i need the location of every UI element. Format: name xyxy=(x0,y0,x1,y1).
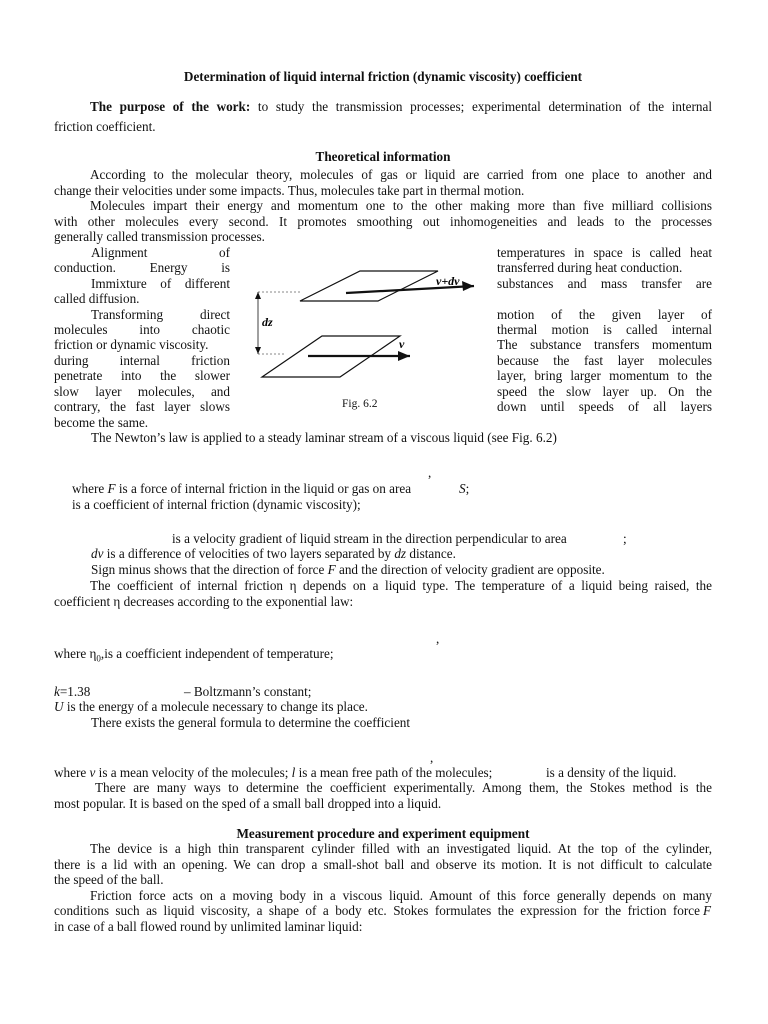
text-span: is a force of internal friction in the liquid or gas on area xyxy=(115,481,412,496)
left-col-line: slow layer molecules, and xyxy=(54,384,230,399)
purpose-label: The purpose of the work: xyxy=(90,99,251,114)
left-col-line: conduction. Energy is xyxy=(54,260,230,275)
device-line-1: The device is a high thin transparent cylinder filled with an investigated liquid. At the top of the cylinder, xyxy=(90,841,712,856)
label-dz: dz xyxy=(262,315,273,329)
ways-line-1: There are many ways to determine the coefficient experimentally. Among them, the Stokes method is the xyxy=(95,780,712,795)
text-span: is a mean velocity of the molecules; xyxy=(95,765,292,780)
device-line-3: the speed of the ball. xyxy=(54,872,164,887)
formula-2-comma: , xyxy=(436,631,440,646)
text-span: =1.38 xyxy=(59,684,91,699)
left-col-line: Immixture of different xyxy=(91,276,230,291)
var-s: S xyxy=(459,481,466,496)
eta-line: is a coefficient of internal friction (dynamic viscosity); xyxy=(72,497,361,512)
ways-line-2: most popular. It is based on the sped of a small ball dropped into a liquid. xyxy=(54,796,442,811)
text-span: is a difference of velocities of two layers separated by xyxy=(103,546,395,561)
label-v: v xyxy=(399,337,405,351)
where-eta0-line xyxy=(54,646,334,667)
var-u: U xyxy=(54,699,64,714)
theory-heading: Theoretical information xyxy=(315,149,451,164)
left-col-line: become the same. xyxy=(54,415,149,430)
gradient-end: ; xyxy=(623,531,627,546)
dz-arrow-bottom xyxy=(255,347,261,354)
right-col-line: thermal motion is called internal xyxy=(497,322,712,337)
text-span: and the direction of velocity gradient are opposite. xyxy=(335,562,605,577)
figure-caption: Fig. 6.2 xyxy=(342,398,378,410)
page-title: Determination of liquid internal friction (dynamic viscosity) coefficient xyxy=(183,69,583,84)
var-f: F xyxy=(327,562,336,577)
theory-p2-line-1: Molecules impart their energy and momentum one to the other making more than five milliard collisions xyxy=(90,198,712,213)
left-col-line: called diffusion. xyxy=(54,291,140,306)
coef-line-1: The coefficient of internal friction η depends on a liquid type. The temperature of a liquid being raised, the xyxy=(90,578,712,593)
right-col-line: motion of the given layer of xyxy=(497,307,712,322)
text-span: ; xyxy=(465,481,470,496)
text-span: is a mean free path of the molecules; xyxy=(295,765,493,780)
text-span: where xyxy=(54,765,90,780)
left-col-line: Transforming direct xyxy=(91,307,230,322)
text-span: where xyxy=(72,481,108,496)
text-span: where η xyxy=(54,646,97,661)
measurement-heading: Measurement procedure and experiment equipment xyxy=(236,826,530,841)
newton-law-line: The Newton’s law is applied to a steady laminar stream of a viscous liquid (see Fig. 6.2) xyxy=(91,430,557,445)
left-col-line: Alignment of xyxy=(91,245,230,260)
right-col-line: temperatures in space is called heat xyxy=(497,245,712,260)
var-k: k xyxy=(54,684,60,699)
dv-line xyxy=(91,546,456,561)
right-col-line: substances and mass transfer are xyxy=(497,276,712,291)
bottom-arrow-head xyxy=(398,351,410,361)
energy-line xyxy=(54,699,368,714)
right-col-line: transferred during heat conduction. xyxy=(497,260,683,275)
boltzmann-label: – Boltzmann’s constant; xyxy=(184,684,312,699)
density-text: is a density of the liquid. xyxy=(546,765,677,780)
figure-6-2-diagram xyxy=(248,262,488,414)
top-arrow-head xyxy=(462,281,474,291)
friction-line-1: Friction force acts on a moving body in a viscous liquid. Amount of this force generally depends on many xyxy=(90,888,712,903)
var-l: l xyxy=(291,765,296,780)
var-dz: dz xyxy=(394,546,407,561)
friction-var-f: F xyxy=(703,903,712,918)
text-span: ,is a coefficient independent of temperature; xyxy=(100,646,334,661)
right-col-line: because the fast layer molecules xyxy=(497,353,712,368)
formula-1-comma: , xyxy=(428,465,432,480)
mean-velocity-line xyxy=(54,765,492,780)
where-force-area xyxy=(459,481,469,496)
boltzmann-value xyxy=(54,684,90,699)
theory-p1-line-1: According to the molecular theory, molecules of gas or liquid are carried from one place to another and xyxy=(90,167,712,182)
theory-p2-line-2: with other molecules every second. It promotes smoothing out inhomogeneities and leads to the processes xyxy=(54,214,712,229)
subscript: 0 xyxy=(96,653,101,664)
var-dv: dv xyxy=(91,546,104,561)
friction-line-3: in case of a ball flowed round by unlimited laminar liquid: xyxy=(54,919,363,934)
left-col-line: friction or dynamic viscosity. xyxy=(54,337,209,352)
general-formula-line: There exists the general formula to determine the coefficient xyxy=(91,715,411,730)
right-col-line: speed the slow layer up. On the xyxy=(497,384,712,399)
text-span: Sign minus shows that the direction of force xyxy=(91,562,328,577)
text-span: distance. xyxy=(406,546,456,561)
friction-line-2: conditions such as liquid viscosity, a shape of a body etc. Stokes formulates the expression for the friction force xyxy=(54,903,700,918)
theory-p1-line-2: change their velocities under some impacts. Thus, molecules take part in thermal motion. xyxy=(54,183,525,198)
left-col-line: molecules into chaotic xyxy=(54,322,230,337)
text-span: is the energy of a molecule necessary to change its place. xyxy=(63,699,368,714)
left-col-line: penetrate into the slower xyxy=(54,368,230,383)
right-col-line: layer, bring larger momentum to the xyxy=(497,368,712,383)
dz-arrow-top xyxy=(255,292,261,299)
where-force-line xyxy=(72,481,411,496)
top-layer-plate xyxy=(300,271,438,301)
var-v: v xyxy=(89,765,96,780)
right-col-line: down until speeds of all layers xyxy=(497,399,712,414)
left-col-line: during internal friction xyxy=(54,353,230,368)
right-col-line: The substance transfers momentum xyxy=(497,337,712,352)
purpose-line-2: friction coefficient. xyxy=(54,119,156,134)
purpose-line-1 xyxy=(54,99,712,115)
device-line-2: there is a lid with an opening. We can drop a small-shot ball and observe its motion. It is not difficult to calculate xyxy=(54,857,712,872)
gradient-line: is a velocity gradient of liquid stream in the direction perpendicular to area xyxy=(172,531,567,546)
coef-line-2: coefficient η decreases according to the exponential law: xyxy=(54,594,354,609)
label-v-plus-dv: v+dv xyxy=(436,274,460,288)
left-col-line: contrary, the fast layer slows xyxy=(54,399,230,414)
sign-minus-line xyxy=(91,562,605,577)
formula-3-comma: , xyxy=(430,750,434,765)
theory-p2-line-3: generally called transmission processes. xyxy=(54,229,265,244)
var-f: F xyxy=(107,481,116,496)
purpose-text: to study the transmission processes; experimental determination of the internal xyxy=(250,99,712,114)
